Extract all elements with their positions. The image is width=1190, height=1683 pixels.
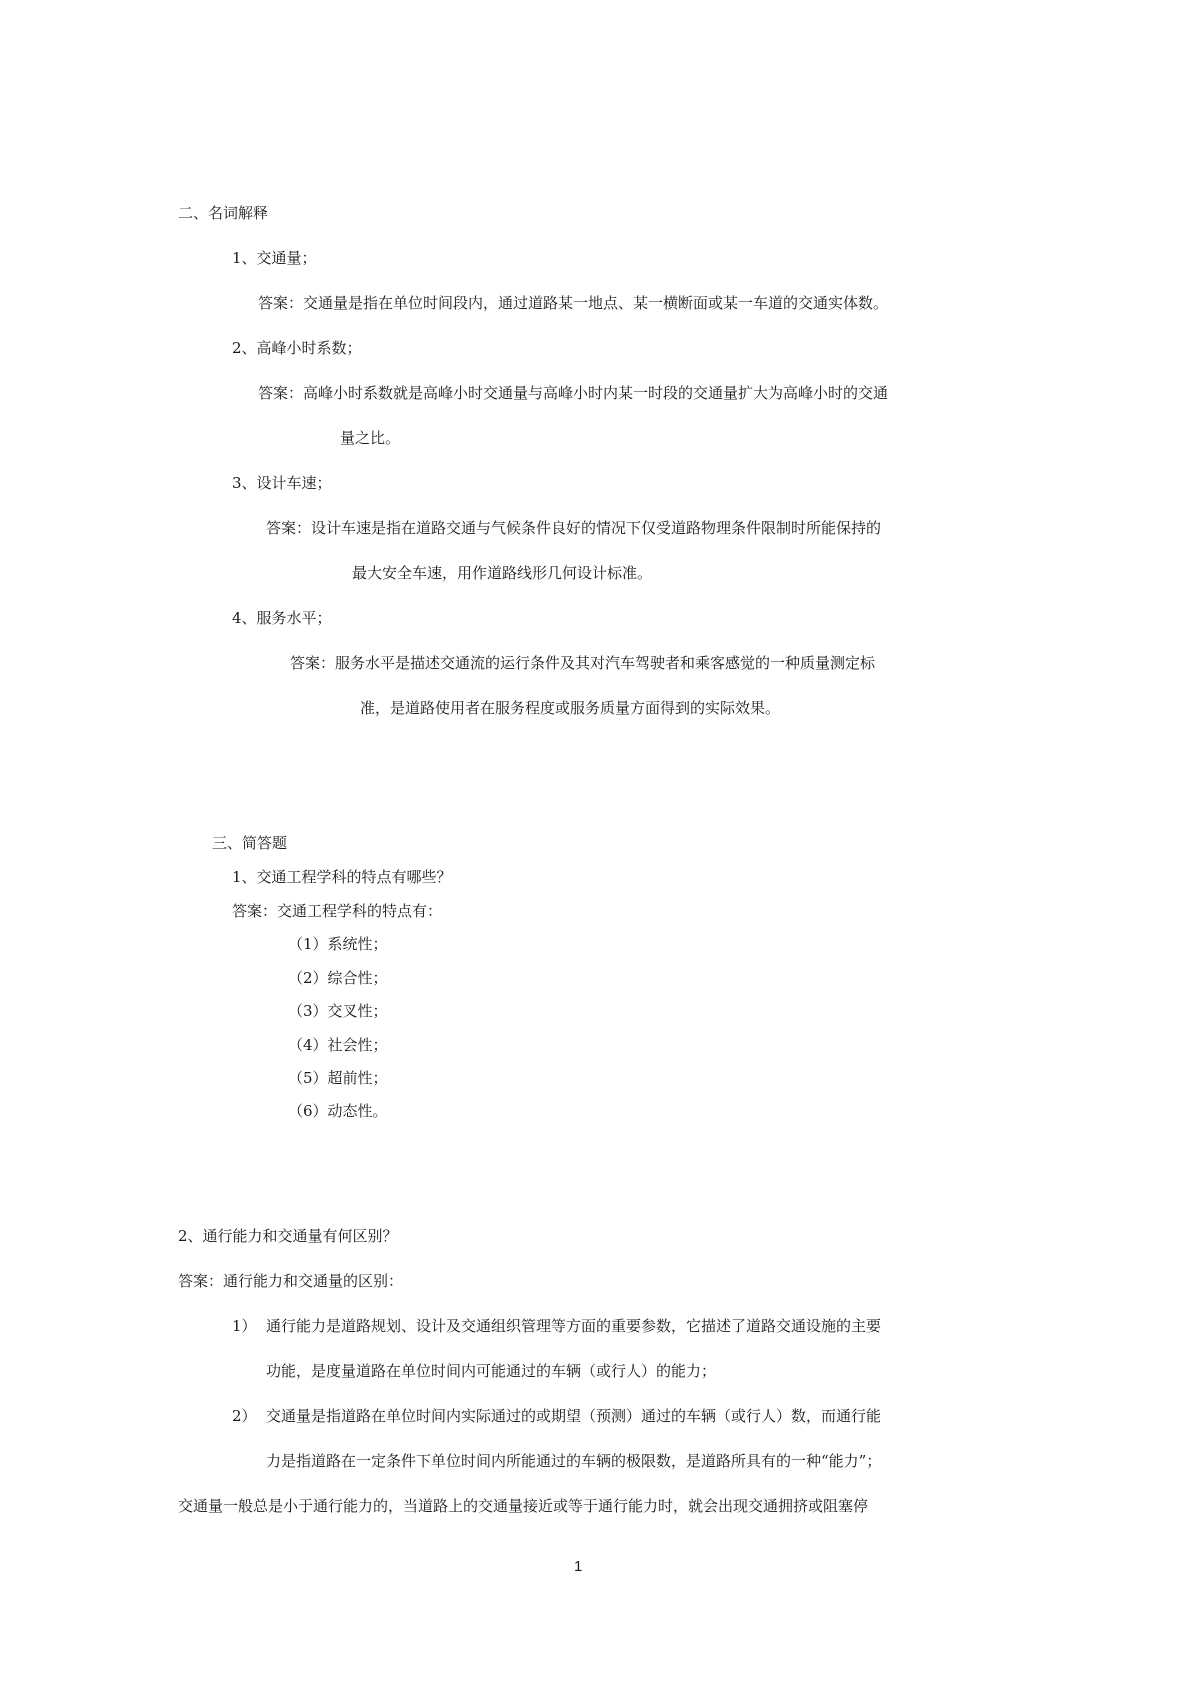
page-number: 1 bbox=[574, 1558, 583, 1575]
term-answer: 答案：服务水平是描述交通流的运行条件及其对汽车驾驶者和乘客感觉的一种质量测定标 bbox=[290, 654, 876, 672]
section-heading-definitions: 二、名词解释 bbox=[178, 204, 269, 222]
answer-point: （2）综合性； bbox=[288, 969, 388, 987]
answer-point: （3）交叉性； bbox=[288, 1002, 388, 1020]
point-marker: 2） bbox=[232, 1407, 257, 1425]
answer-point: （1）系统性； bbox=[288, 935, 388, 953]
answer-point: （5）超前性； bbox=[288, 1069, 388, 1087]
term-answer-continuation: 准，是道路使用者在服务程度或服务质量方面得到的实际效果。 bbox=[360, 699, 781, 717]
term-answer: 答案：设计车速是指在道路交通与气候条件良好的情况下仅受道路物理条件限制时所能保持的 bbox=[266, 519, 882, 537]
question-answer: 答案：通行能力和交通量的区别： bbox=[178, 1272, 404, 1290]
paragraph-continuation: 交通量一般总是小于通行能力的，当道路上的交通量接近或等于通行能力时，就会出现交通拥挤或阻塞停 bbox=[178, 1497, 869, 1515]
term-answer: 答案：高峰小时系数就是高峰小时交通量与高峰小时内某一时段的交通量扩大为高峰小时的交通 bbox=[258, 384, 889, 402]
answer-point-text: 交通量是指道路在单位时间内实际通过的或期望（预测）通过的车辆（或行人）数，而通行能 bbox=[266, 1407, 882, 1425]
term-title: 2、高峰小时系数； bbox=[232, 339, 362, 357]
question-title: 2、通行能力和交通量有何区别？ bbox=[178, 1227, 398, 1245]
term-answer-continuation: 量之比。 bbox=[340, 429, 401, 447]
term-title: 3、设计车速； bbox=[232, 474, 332, 492]
answer-point-continuation: 力是指道路在一定条件下单位时间内所能通过的车辆的极限数，是道路所具有的一种“能力”； bbox=[266, 1452, 882, 1470]
answer-point-continuation: 功能，是度量道路在单位时间内可能通过的车辆（或行人）的能力； bbox=[266, 1362, 717, 1380]
answer-point: （6）动态性。 bbox=[288, 1102, 388, 1120]
term-answer-continuation: 最大安全车速，用作道路线形几何设计标准。 bbox=[352, 564, 653, 582]
term-answer: 答案：交通量是指在单位时间段内，通过道路某一地点、某一横断面或某一车道的交通实体数。 bbox=[258, 294, 889, 312]
point-marker: 1） bbox=[232, 1317, 257, 1335]
question-answer: 答案：交通工程学科的特点有： bbox=[232, 902, 443, 920]
section-heading-short-answer: 三、简答题 bbox=[212, 834, 288, 852]
answer-point: （4）社会性； bbox=[288, 1036, 388, 1054]
answer-point-text: 通行能力是道路规划、设计及交通组织管理等方面的重要参数，它描述了道路交通设施的主要 bbox=[266, 1317, 882, 1335]
question-title: 1、交通工程学科的特点有哪些？ bbox=[232, 868, 452, 886]
term-title: 4、服务水平； bbox=[232, 609, 332, 627]
term-title: 1、交通量； bbox=[232, 249, 317, 267]
